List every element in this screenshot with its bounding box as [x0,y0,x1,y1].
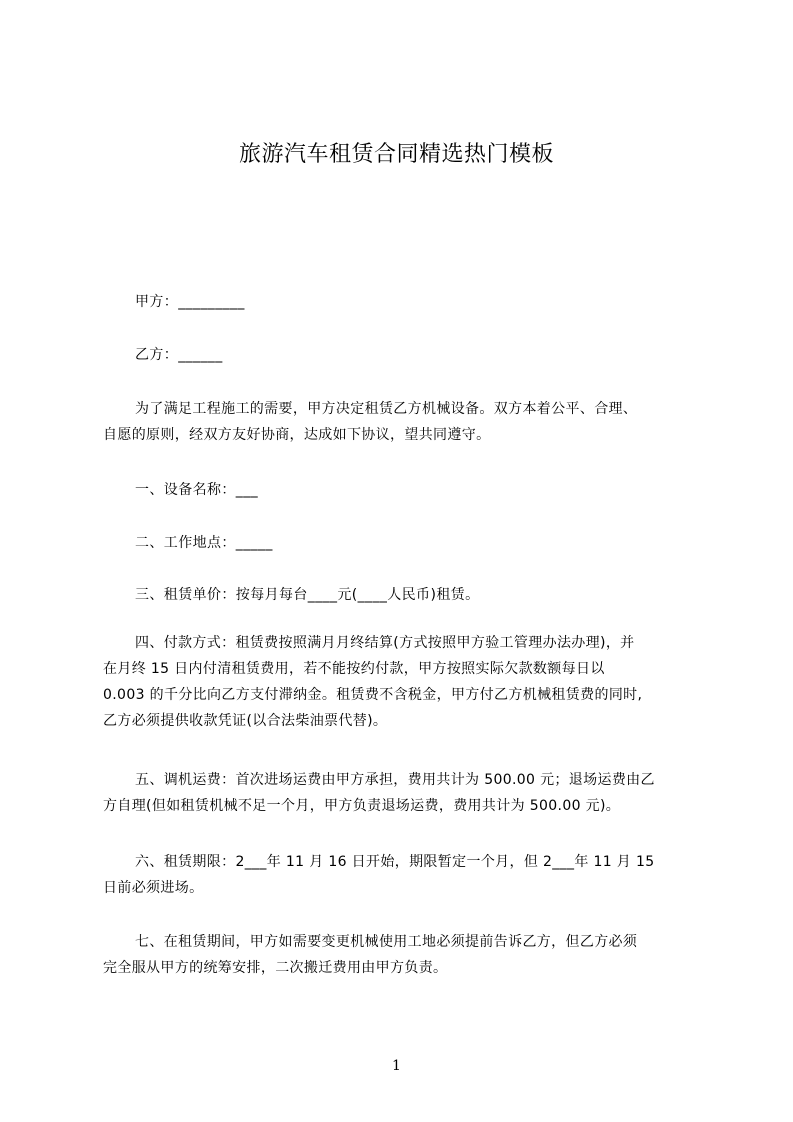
document-title: 旅游汽车租赁合同精选热门模板 [238,142,554,167]
clause-6-rental-period [103,849,700,901]
clause-4-line-1: 四、付款方式：租赁费按照满月月终结算(方式按照甲方验工管理办法办理)，并 [135,635,635,651]
clause-6-line-1: 六、租赁期限：2___年 11 月 16 日开始，期限暂定一个月，但 2___年 11 月 15 [135,854,655,870]
clause-4-line-4: 乙方必须提供收款凭证(以合法柴油票代替)。 [103,713,388,729]
intro-line-2: 自愿的原则，经双方友好协商，达成如下协议，望共同遵守。 [103,427,491,443]
clause-5-line-2: 方自理(但如租赁机械不足一个月，甲方负责退场运费，费用共计为 500.00 元)。 [103,798,621,814]
clause-7-line-1: 七、在租赁期间，甲方如需要变更机械使用工地必须提前告诉乙方，但乙方必须 [135,934,638,950]
intro-paragraph [103,396,700,448]
clause-4-line-2: 在月终 15 日内付清租赁费用，若不能按约付款，甲方按照实际欠款数额每日以 [103,661,605,677]
clause-2-work-location: 二、工作地点：_____ [135,535,273,551]
clause-4-line-3: 0.003 的千分比向乙方支付滞纳金。租赁费不含税金，甲方付乙方机械租赁费的同时, [103,687,643,703]
clause-6-line-2: 日前必须进场。 [103,880,204,896]
clause-7-line-2: 完全服从甲方的统筹安排，二次搬迁费用由甲方负责。 [103,960,448,976]
clause-1-equipment-name: 一、设备名称：___ [135,482,258,498]
clause-7-site-change [103,929,700,981]
clause-4-payment-method [103,630,700,734]
party-b-line: 乙方：______ [135,347,223,363]
party-a-line: 甲方：_________ [135,294,245,310]
intro-line-1: 为了满足工程施工的需要，甲方决定租赁乙方机械设备。双方本着公平、合理、 [135,401,638,417]
clause-3-rental-price: 三、租赁单价：按每月每台____元(____人民币)租赁。 [135,587,480,603]
clause-5-line-1: 五、调机运费：首次进场运费由甲方承担，费用共计为 500.00 元；退场运费由乙 [135,772,655,788]
clause-5-transport-fee [103,767,700,819]
page-number: 1 [392,1058,401,1074]
